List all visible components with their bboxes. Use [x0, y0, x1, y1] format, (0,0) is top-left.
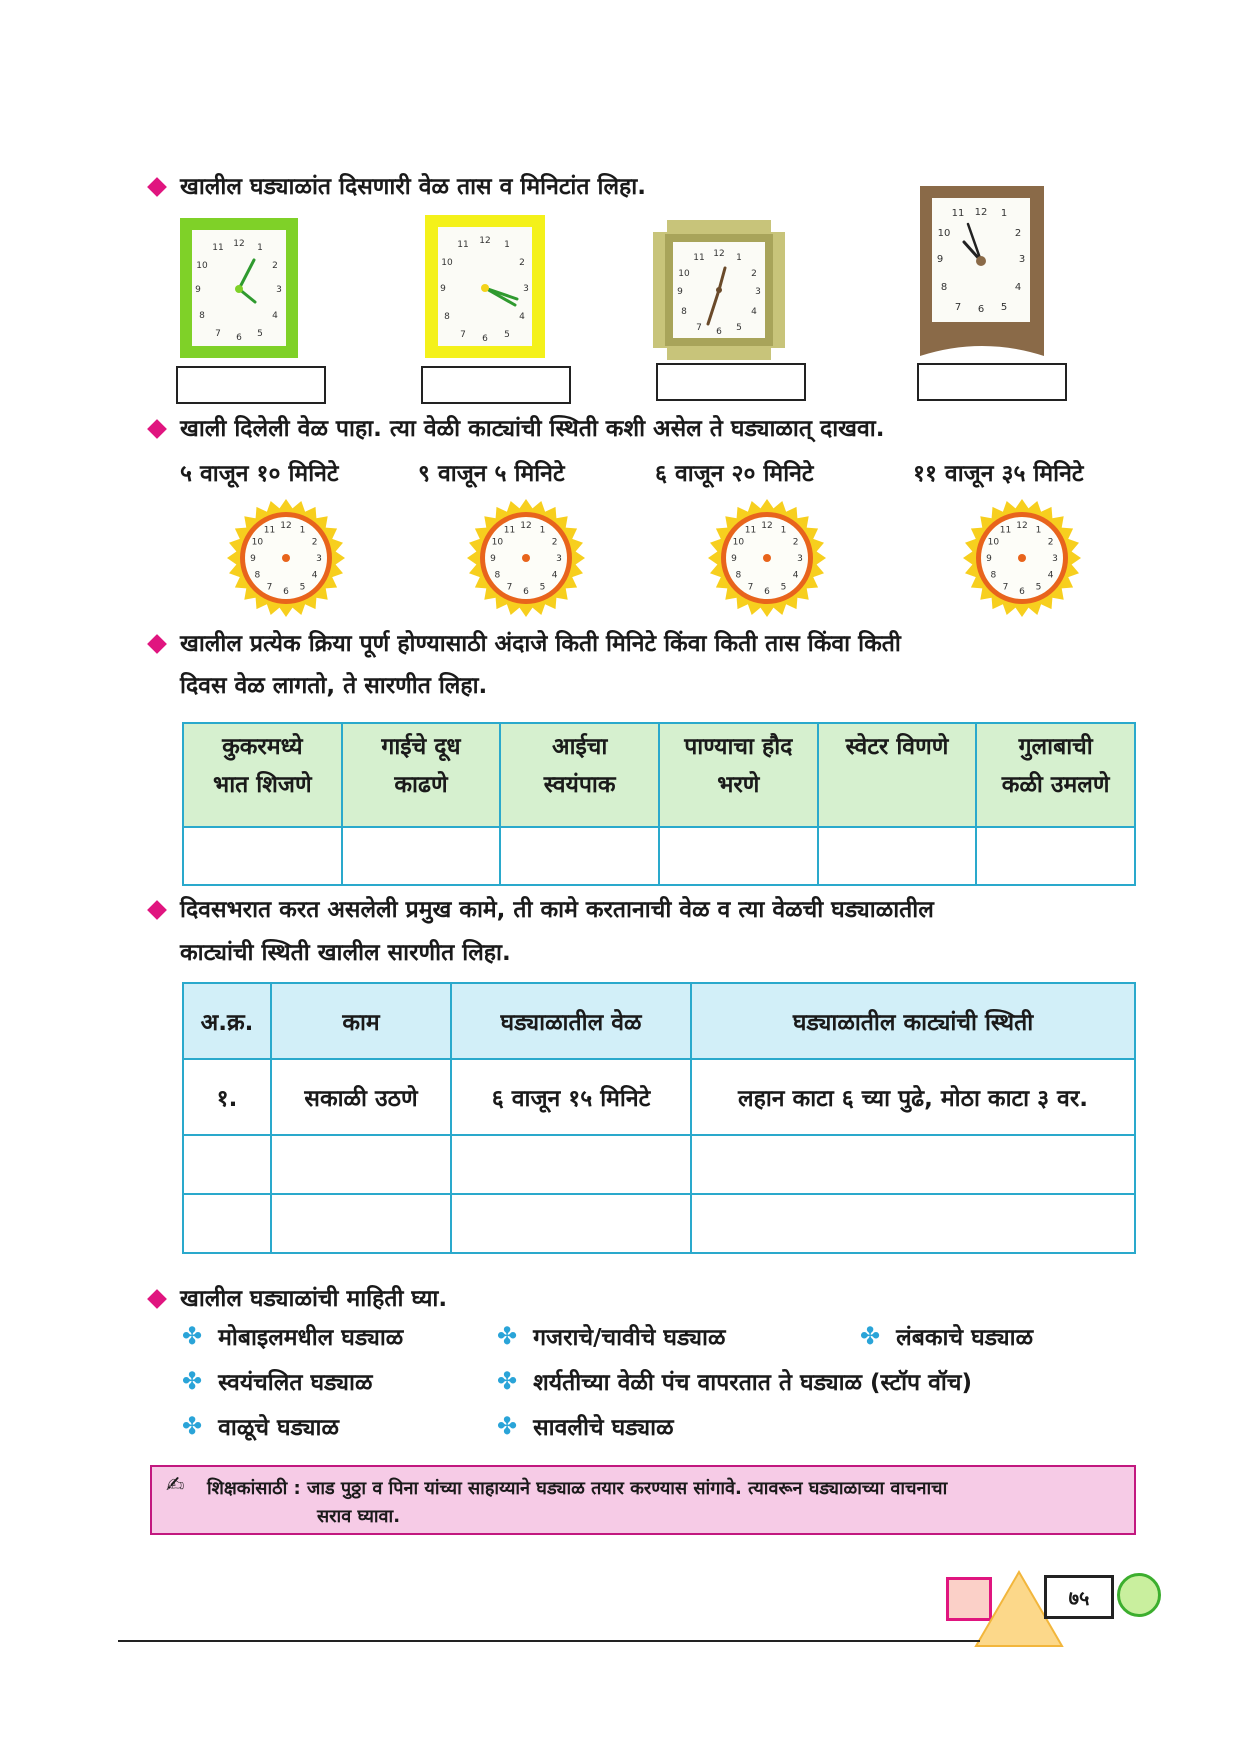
activity-answer-cell[interactable]	[183, 827, 342, 885]
daily-routine-table	[182, 982, 1136, 1254]
svg-text:12: 12	[479, 236, 491, 246]
activity-answer-cell[interactable]	[659, 827, 818, 885]
answer-box-1[interactable]	[176, 366, 326, 404]
svg-text:3: 3	[276, 285, 282, 295]
svg-text:6: 6	[977, 304, 985, 315]
clock-brown-icon	[920, 186, 1044, 356]
clover-bullet-icon: ✤	[497, 1322, 518, 1350]
question-3-text-line2: दिवस वेळ लागतो, ते सारणीत लिहा.	[180, 673, 488, 699]
question-5-text: खालील घड्याळांची माहिती घ्या.	[180, 1286, 448, 1312]
svg-text:11: 11	[693, 253, 705, 263]
svg-text:5: 5	[780, 582, 787, 593]
svg-text:2: 2	[792, 537, 799, 548]
table-cell: सकाळी उठणे	[271, 1059, 451, 1135]
bullet-diamond-icon	[147, 634, 167, 654]
svg-text:10: 10	[441, 258, 453, 268]
svg-text:8: 8	[990, 570, 997, 581]
svg-text:7: 7	[747, 582, 754, 593]
svg-text:3: 3	[797, 554, 803, 564]
answer-box-4[interactable]	[917, 363, 1067, 401]
clover-bullet-icon: ✤	[182, 1322, 203, 1350]
sun-clock-face-icon[interactable]	[466, 498, 586, 618]
svg-text:3: 3	[523, 284, 529, 294]
svg-text:9: 9	[490, 554, 496, 564]
svg-text:3: 3	[1018, 254, 1026, 265]
table-cell[interactable]	[451, 1135, 691, 1194]
clover-bullet-icon: ✤	[182, 1367, 203, 1395]
bullet-diamond-icon	[147, 177, 167, 197]
svg-text:10: 10	[491, 537, 504, 548]
teacher-note	[150, 1465, 1136, 1535]
svg-text:7: 7	[266, 582, 273, 593]
activity-answer-cell[interactable]	[342, 827, 501, 885]
svg-text:7: 7	[696, 323, 702, 333]
svg-text:1: 1	[780, 525, 787, 536]
col-header-serial: अ.क्र.	[183, 983, 271, 1059]
svg-text:11: 11	[457, 240, 469, 250]
svg-text:11: 11	[999, 525, 1012, 536]
svg-text:8: 8	[199, 311, 205, 321]
svg-text:8: 8	[254, 570, 261, 581]
svg-text:3: 3	[1052, 554, 1058, 564]
list-item: ✤ सावलीचे घड्याळ	[497, 1412, 674, 1441]
list-item: ✤ वाळूचे घड्याळ	[182, 1412, 339, 1441]
green-circle-icon	[1117, 1573, 1161, 1617]
svg-text:7: 7	[954, 302, 962, 313]
svg-text:4: 4	[1047, 570, 1054, 581]
svg-text:1: 1	[257, 243, 263, 253]
time-label-1: ५ वाजून १० मिनिटे	[180, 461, 339, 487]
sun-clock-face-icon[interactable]	[226, 498, 346, 618]
activity-answer-cell[interactable]	[500, 827, 659, 885]
svg-text:4: 4	[1014, 282, 1022, 293]
svg-text:4: 4	[551, 570, 558, 581]
clover-bullet-icon: ✤	[497, 1412, 518, 1440]
svg-text:2: 2	[519, 258, 525, 268]
svg-text:10: 10	[196, 261, 208, 271]
svg-text:6: 6	[523, 587, 529, 597]
svg-text:10: 10	[732, 537, 745, 548]
svg-text:8: 8	[681, 307, 687, 317]
svg-text:6: 6	[716, 327, 722, 337]
svg-text:12: 12	[713, 249, 725, 259]
svg-text:4: 4	[751, 307, 757, 317]
activity-header: स्वेटर विणणे	[818, 723, 977, 827]
question-3-text-line1: खालील प्रत्येक क्रिया पूर्ण होण्यासाठी अंदाजे किती मिनिटे किंवा किती तास किंवा किती	[180, 631, 901, 657]
svg-text:9: 9	[936, 254, 944, 265]
svg-text:1: 1	[1000, 208, 1008, 219]
svg-text:5: 5	[1000, 302, 1008, 313]
svg-text:1: 1	[539, 525, 546, 536]
table-cell[interactable]	[271, 1135, 451, 1194]
svg-text:10: 10	[987, 537, 1000, 548]
question-4-text-line2: काट्यांची स्थिती खालील सारणीत लिहा.	[180, 940, 511, 966]
svg-text:6: 6	[236, 333, 242, 343]
col-header-hands: घड्याळातील काट्यांची स्थिती	[691, 983, 1135, 1059]
activity-answer-cell[interactable]	[818, 827, 977, 885]
svg-text:10: 10	[678, 269, 690, 279]
svg-text:9: 9	[440, 284, 446, 294]
question-2-text: खाली दिलेली वेळ पाहा. त्या वेळी काट्यांची स्थिती कशी असेल ते घड्याळात् दाखवा.	[180, 416, 885, 442]
clock-yellow-icon	[425, 215, 545, 358]
time-label-2: ९ वाजून ५ मिनिटे	[418, 461, 565, 487]
list-item: ✤ गजराचे/चावीचे घड्याळ	[497, 1322, 726, 1351]
svg-text:11: 11	[951, 208, 965, 219]
page-number: ७५	[1068, 1585, 1090, 1610]
svg-text:11: 11	[212, 243, 224, 253]
svg-text:7: 7	[460, 330, 466, 340]
svg-text:5: 5	[1035, 582, 1042, 593]
svg-text:7: 7	[506, 582, 513, 593]
svg-text:12: 12	[1016, 521, 1028, 531]
svg-text:6: 6	[764, 587, 770, 597]
svg-text:4: 4	[272, 311, 278, 321]
svg-text:5: 5	[539, 582, 546, 593]
activity-header: गुलाबाची कळी उमलणे	[976, 723, 1135, 827]
svg-text:12: 12	[974, 207, 988, 218]
table-cell: १.	[183, 1059, 271, 1135]
bullet-diamond-icon	[147, 900, 167, 920]
svg-text:3: 3	[316, 554, 322, 564]
bullet-diamond-icon	[147, 1289, 167, 1309]
question-1-text: खालील घड्याळांत दिसणारी वेळ तास व मिनिटांत लिहा.	[180, 174, 646, 200]
svg-text:9: 9	[195, 285, 201, 295]
footer-rule	[118, 1640, 980, 1642]
pen-writing-icon: ✍	[166, 1473, 185, 1498]
page-number-box	[1044, 1575, 1114, 1619]
sun-clock-face-icon[interactable]	[707, 498, 827, 618]
col-header-time: घड्याळातील वेळ	[451, 983, 691, 1059]
activity-header: पाण्याचा हौद भरणे	[659, 723, 818, 827]
svg-text:3: 3	[755, 287, 761, 297]
list-item: ✤ लंबकाचे घड्याळ	[860, 1322, 1034, 1351]
table-cell: लहान काटा ६ च्या पुढे, मोठा काटा ३ वर.	[691, 1059, 1135, 1135]
svg-text:6: 6	[482, 334, 488, 344]
time-label-4: ११ वाजून ३५ मिनिटे	[913, 461, 1084, 487]
svg-text:6: 6	[283, 587, 289, 597]
svg-text:4: 4	[311, 570, 318, 581]
activity-header: गाईचे दूध काढणे	[342, 723, 501, 827]
svg-text:7: 7	[215, 329, 221, 339]
answer-box-2[interactable]	[421, 366, 571, 404]
svg-text:11: 11	[744, 525, 757, 536]
svg-text:2: 2	[751, 269, 757, 279]
svg-text:6: 6	[1019, 587, 1025, 597]
svg-text:5: 5	[257, 329, 263, 339]
activity-header: कुकरमध्ये भात शिजणे	[183, 723, 342, 827]
svg-text:1: 1	[1035, 525, 1042, 536]
teacher-note-line1: शिक्षकांसाठी : जाड पुठ्ठा व पिना यांच्या साहाय्याने घड्याळ तयार करण्यास सांगावे. त्यावरून घड्याळाच्या वाचनाचा	[207, 1478, 948, 1499]
answer-box-3[interactable]	[656, 363, 806, 401]
svg-text:2: 2	[272, 261, 278, 271]
svg-text:5: 5	[299, 582, 306, 593]
table-cell: ६ वाजून १५ मिनिटे	[451, 1059, 691, 1135]
question-4-text-line1: दिवसभरात करत असलेली प्रमुख कामे, ती कामे करतानाची वेळ व त्या वेळची घड्याळातील	[180, 897, 934, 923]
svg-text:2: 2	[1014, 228, 1022, 239]
svg-text:8: 8	[444, 312, 450, 322]
svg-text:4: 4	[519, 312, 525, 322]
clover-bullet-icon: ✤	[497, 1367, 518, 1395]
svg-text:9: 9	[677, 287, 683, 297]
table-cell[interactable]	[183, 1194, 271, 1253]
table-cell[interactable]	[451, 1194, 691, 1253]
svg-text:9: 9	[250, 554, 256, 564]
table-cell[interactable]	[271, 1194, 451, 1253]
svg-text:3: 3	[556, 554, 562, 564]
svg-text:9: 9	[731, 554, 737, 564]
clover-bullet-icon: ✤	[182, 1412, 203, 1440]
list-item: ✤ मोबाइलमधील घड्याळ	[182, 1322, 404, 1351]
svg-text:8: 8	[494, 570, 501, 581]
svg-text:2: 2	[551, 537, 558, 548]
clover-bullet-icon: ✤	[860, 1322, 881, 1350]
svg-text:7: 7	[1002, 582, 1009, 593]
clock-olive-icon	[653, 220, 785, 360]
col-header-task: काम	[271, 983, 451, 1059]
svg-text:8: 8	[940, 282, 948, 293]
svg-text:11: 11	[263, 525, 276, 536]
sun-clock-face-icon[interactable]	[962, 498, 1082, 618]
table-cell[interactable]	[183, 1135, 271, 1194]
svg-text:1: 1	[736, 253, 742, 263]
activity-header: आईचा स्वयंपाक	[500, 723, 659, 827]
svg-text:1: 1	[299, 525, 306, 536]
svg-text:8: 8	[735, 570, 742, 581]
list-item: ✤ स्वयंचलित घड्याळ	[182, 1367, 373, 1396]
svg-text:1: 1	[504, 240, 510, 250]
svg-text:12: 12	[520, 521, 532, 531]
table-cell[interactable]	[691, 1135, 1135, 1194]
time-label-3: ६ वाजून २० मिनिटे	[655, 461, 814, 487]
svg-text:12: 12	[280, 521, 292, 531]
svg-text:2: 2	[1047, 537, 1054, 548]
bullet-diamond-icon	[147, 419, 167, 439]
list-item: ✤ शर्यतीच्या वेळी पंच वापरतात ते घड्याळ (स्टॉप वॉच)	[497, 1367, 972, 1396]
svg-text:10: 10	[251, 537, 264, 548]
svg-text:4: 4	[792, 570, 799, 581]
svg-text:10: 10	[937, 228, 951, 239]
svg-text:11: 11	[503, 525, 516, 536]
activity-duration-table	[182, 722, 1136, 886]
svg-text:12: 12	[233, 239, 245, 249]
table-cell[interactable]	[691, 1194, 1135, 1253]
teacher-note-line2: सराव घ्यावा.	[317, 1506, 401, 1527]
svg-text:5: 5	[736, 323, 742, 333]
svg-text:5: 5	[504, 330, 510, 340]
activity-answer-cell[interactable]	[976, 827, 1135, 885]
svg-text:9: 9	[986, 554, 992, 564]
clock-green-icon	[180, 218, 298, 358]
svg-text:2: 2	[311, 537, 318, 548]
svg-text:12: 12	[761, 521, 773, 531]
